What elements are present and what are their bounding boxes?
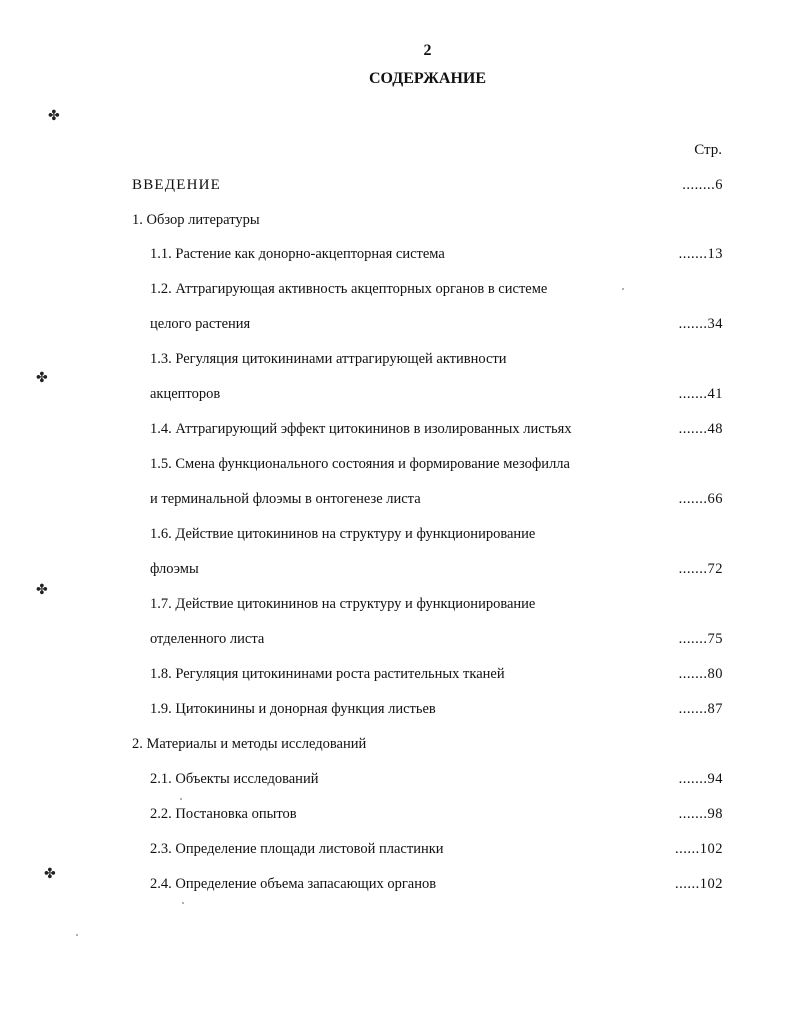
speck bbox=[182, 902, 184, 904]
toc-page-1-2: .......34 bbox=[678, 316, 723, 332]
toc-page-2-1: .......94 bbox=[678, 771, 723, 787]
toc-entry-1-6: 1.6. Действие цитокининов на структуру и функционирование bbox=[150, 526, 536, 542]
toc-page-1-4: .......48 bbox=[678, 421, 723, 437]
toc-entry-1-5: 1.5. Смена функционального состояния и формирование мезофилла bbox=[150, 456, 570, 472]
margin-mark-icon: ✤ bbox=[44, 866, 56, 882]
toc-entry-2-1: 2.1. Объекты исследований bbox=[150, 771, 319, 787]
toc-entry-2-3: 2.3. Определение площади листовой пластинки bbox=[150, 841, 444, 857]
toc-page-1-5: .......66 bbox=[678, 491, 723, 507]
toc-page-1-1: .......13 bbox=[678, 246, 723, 262]
toc-entry-1-7-cont: отделенного листа bbox=[150, 631, 265, 647]
margin-mark-icon: ✤ bbox=[48, 108, 60, 124]
toc-entry-1-5-cont: и терминальной флоэмы в онтогенезе листа bbox=[150, 491, 421, 507]
toc-page-1-7: .......75 bbox=[678, 631, 723, 647]
toc-entry-1-3: 1.3. Регуляция цитокининами аттрагирующей активности bbox=[150, 351, 507, 367]
page-title: СОДЕРЖАНИЕ bbox=[368, 70, 487, 87]
toc-entry-1-2: 1.2. Аттрагирующая активность акцепторных органов в системе bbox=[150, 281, 548, 297]
toc-entry-1-7: 1.7. Действие цитокининов на структуру и функционирование bbox=[150, 596, 536, 612]
toc-entry-1-8: 1.8. Регуляция цитокининами роста растительных тканей bbox=[150, 666, 505, 682]
toc-entry-1-4: 1.4. Аттрагирующий эффект цитокининов в изолированных листьях bbox=[150, 421, 572, 437]
toc-entry-2-2: 2.2. Постановка опытов bbox=[150, 806, 297, 822]
toc-page-1-8: .......80 bbox=[678, 666, 723, 682]
toc-entry-1-2-cont: целого растения bbox=[150, 316, 251, 332]
toc-page-intro: ........6 bbox=[682, 177, 723, 193]
toc-entry-2-4: 2.4. Определение объема запасающих органов bbox=[150, 876, 437, 892]
speck bbox=[622, 288, 624, 290]
speck bbox=[180, 798, 182, 800]
toc-page-2-2: .......98 bbox=[678, 806, 723, 822]
margin-mark-icon: ✤ bbox=[36, 370, 48, 386]
toc-page-2-4: ......102 bbox=[675, 876, 723, 892]
page-column-label: Стр. bbox=[694, 142, 722, 158]
toc-page-2-3: ......102 bbox=[675, 841, 723, 857]
page-number: 2 bbox=[423, 42, 432, 59]
speck bbox=[76, 934, 78, 936]
toc-page-1-9: .......87 bbox=[678, 701, 723, 717]
toc-entry-1-6-cont: флоэмы bbox=[150, 561, 199, 577]
toc-page-1-3: .......41 bbox=[678, 386, 723, 402]
toc-page-1-6: .......72 bbox=[678, 561, 723, 577]
toc-entry-1-9: 1.9. Цитокинины и донорная функция листьев bbox=[150, 701, 436, 717]
toc-entry-intro: ВВЕДЕНИЕ bbox=[132, 177, 221, 193]
toc-entry-1: 1. Обзор литературы bbox=[132, 212, 260, 228]
toc-entry-1-1: 1.1. Растение как донорно-акцепторная система bbox=[150, 246, 445, 262]
toc-entry-2: 2. Материалы и методы исследований bbox=[132, 736, 367, 752]
margin-mark-icon: ✤ bbox=[36, 582, 48, 598]
toc-entry-1-3-cont: акцепторов bbox=[150, 386, 221, 402]
